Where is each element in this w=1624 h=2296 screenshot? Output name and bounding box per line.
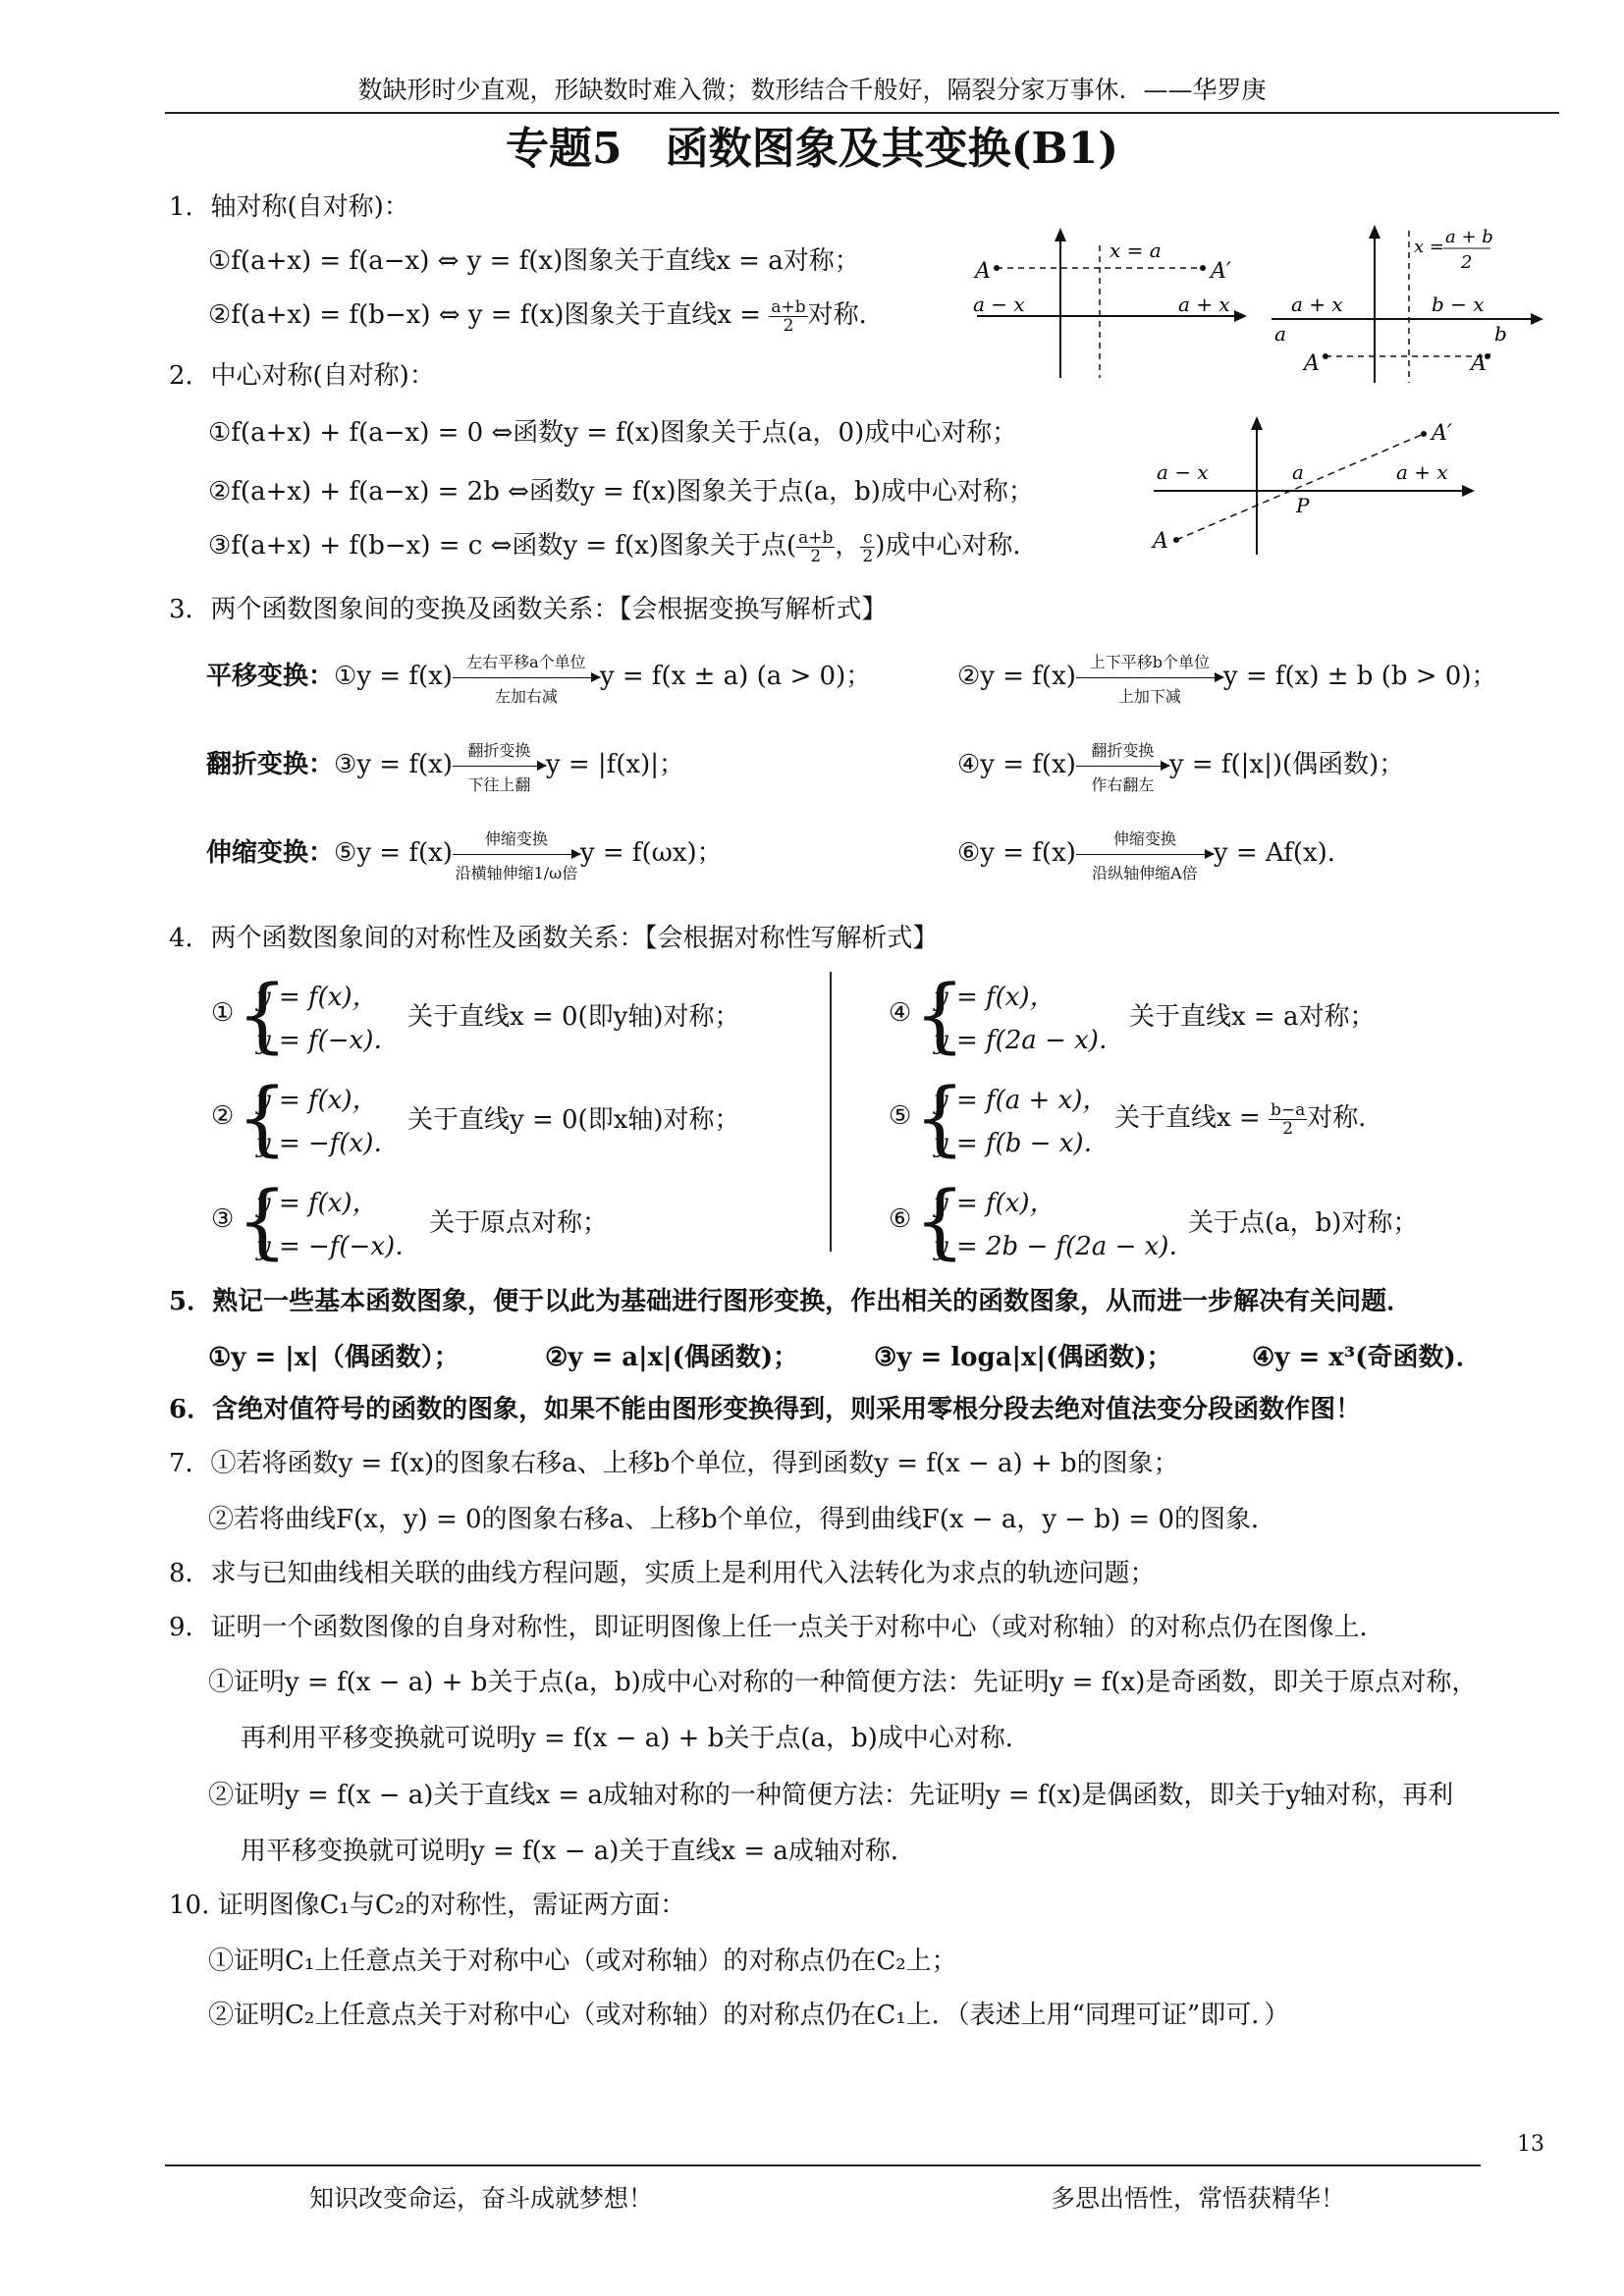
label-A: A	[1304, 351, 1320, 376]
label-a-plus-x: a + x	[1178, 293, 1230, 316]
column-divider	[830, 972, 832, 1252]
label-A-prime: A′	[1432, 421, 1452, 446]
section-9-line-4: ②证明y = f(x − a)关于直线x = a成轴对称的一种简便方法：先证明y = f(x)是偶函数，即关于y轴对称，再利	[208, 1781, 1454, 1810]
section-10-line-1: 10. 证明图像C₁与C₂的对称性，需证两方面：	[169, 1891, 686, 1920]
section-8: 8．求与已知曲线相关联的曲线方程问题，实质上是利用代入法转化为求点的轨迹问题；	[169, 1559, 1156, 1588]
section-2-line-3: ③f(a+x) + f(b−x) = c ⇔函数y = f(x)图象关于点( $\frac{a+b}{2}$ ， $\frac{c}{2}$ )成中心对称．	[208, 527, 1039, 566]
section-2-heading: 2．中心对称(自对称)：	[169, 361, 435, 391]
section-9-line-3: 再利用平移变换就可说明y = f(x − a) + b关于点(a，b)成中心对称．	[241, 1724, 1031, 1753]
label-a-minus-x: a − x	[973, 293, 1025, 316]
basic-func-4: ④y = x³(奇函数)．	[1252, 1343, 1482, 1372]
section-4-heading: 4．两个函数图象间的对称性及函数关系：【会根据对称性写解析式】	[169, 924, 939, 953]
section-6: 6．含绝对值符号的函数的图象，如果不能由图形变换得到，则采用零根分段去绝对值法变分段函数作图！	[169, 1395, 1362, 1424]
central-symmetry-figure	[1149, 412, 1483, 560]
basic-func-3: ③y = loga|x|(偶函数)；	[874, 1343, 1172, 1372]
label-a: a	[1292, 460, 1304, 484]
label-a-plus-x: a + x	[1291, 293, 1343, 316]
flip-row-right: ④y = f(x) 翻折变换 作右翻左 y = f(|x|)(偶函数)；	[957, 741, 1405, 794]
label-b-minus-x: b − x	[1432, 293, 1485, 316]
scale-row-right: ⑥y = f(x) 伸缩变换 沿纵轴伸缩A倍 y = Af(x)．	[957, 829, 1353, 882]
page-title: 专题5 函数图象及其变换(B1)	[505, 124, 1119, 174]
translation-row-left: 平移变换：①y = f(x) 左右平移a个单位 左加右减 y = f(x ± a) (a > 0)；	[206, 653, 872, 706]
translation-row-right: ②y = f(x) 上下平移b个单位 上加下减 y = f(x) ± b (b > 0)；	[957, 653, 1497, 706]
label-a-plus-x: a + x	[1396, 460, 1448, 484]
scale-row-left: 伸缩变换：⑤y = f(x) 伸缩变换 沿横轴伸缩1/ω倍 y = f(ωx)；	[206, 829, 723, 882]
label-x-eq: x =	[1414, 237, 1444, 257]
label-frac-num: a + b	[1445, 227, 1493, 247]
section-7-line-1: 7．①若将函数y = f(x)的图象右移a、上移b个单位，得到函数y = f(x − a) + b的图象；	[169, 1449, 1179, 1478]
section-1-line-2: ②f(a+x) = f(b−x) ⇔ y = f(x)图象关于直线x = $\frac{a+b}{2}$ 对称．	[208, 296, 885, 336]
label-frac-den: 2	[1461, 252, 1473, 273]
footer-right-motto: 多思出悟性，常悟获精华！	[1051, 2184, 1346, 2213]
basic-func-1: ①y = |x|（偶函数）；	[208, 1343, 460, 1372]
label-P: P	[1296, 494, 1310, 517]
label-A: A	[1153, 529, 1168, 554]
section-9-line-5: 用平移变换就可说明y = f(x − a)关于直线x = a成轴对称．	[241, 1837, 916, 1866]
basic-func-2: ②y = a|x|(偶函数)；	[545, 1343, 799, 1372]
header-quote: 数缺形时少直观，形缺数时难入微；数形结合千般好，隔裂分家万事休．——华罗庚	[357, 76, 1267, 104]
axis-symmetry-figure-1	[967, 226, 1252, 383]
label-b: b	[1494, 322, 1507, 346]
label-a-minus-x: a − x	[1157, 460, 1209, 484]
section-1-heading: 1．轴对称(自对称)：	[169, 192, 409, 222]
section-2-line-2: ②f(a+x) + f(a−x) = 2b ⇔函数y = f(x)图象关于点(a，b)成中心对称；	[208, 477, 1034, 507]
section-9-line-2: ①证明y = f(x − a) + b关于点(a，b)成中心对称的一种简便方法：先证明y = f(x)是奇函数，即关于原点对称，	[208, 1668, 1478, 1697]
section-10-line-3: ②证明C₂上任意点关于对称中心（或对称轴）的对称点仍在C₁上．（表述上用“同理可证”即可．）	[208, 2001, 1290, 2030]
label-a: a	[1274, 322, 1286, 346]
section-1-line-1: ①f(a+x) = f(a−x) ⇔ y = f(x)图象关于直线x = a对称；	[208, 246, 860, 276]
label-A-prime: A′	[1211, 259, 1231, 284]
page-number: 13	[1517, 2132, 1544, 2157]
label-A-prime: A′	[1471, 351, 1491, 376]
section-7-line-2: ②若将曲线F(x，y) = 0的图象右移a、上移b个单位，得到曲线F(x − a，y − b) = 0的图象．	[208, 1505, 1276, 1534]
footer-rule	[165, 2164, 1481, 2166]
footer-left-motto: 知识改变命运，奋斗成就梦想！	[309, 2184, 654, 2213]
section-3-heading: 3．两个函数图象间的变换及函数关系：【会根据变换写解析式】	[169, 595, 888, 624]
section-2-line-1: ①f(a+x) + f(a−x) = 0 ⇔函数y = f(x)图象关于点(a，0)成中心对称；	[208, 418, 1018, 448]
section-5-heading: 5．熟记一些基本函数图象，便于以此为基础进行图形变换，作出相关的函数图象，从而进一步解决有关问题．	[169, 1287, 1413, 1316]
flip-row-left: 翻折变换：③y = f(x) 翻折变换 下往上翻 y = |f(x)|；	[206, 741, 685, 794]
section-10-line-2: ①证明C₁上任意点关于对称中心（或对称轴）的对称点仍在C₂上；	[208, 1947, 957, 1976]
section-9-line-1: 9．证明一个函数图像的自身对称性，即证明图像上任一点关于对称中心（或对称轴）的对称点仍在图像上．	[169, 1613, 1385, 1642]
axis-symmetry-figure-2	[1267, 221, 1551, 388]
label-x-eq-a: x = a	[1110, 239, 1162, 262]
label-A: A	[975, 259, 991, 284]
